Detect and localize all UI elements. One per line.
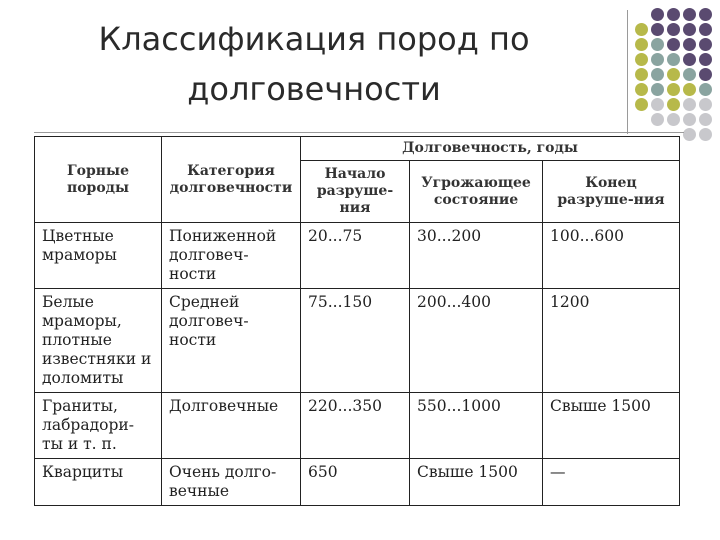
header-start: Начало разруше-ния (301, 161, 410, 223)
header-category: Категория долговечности (162, 137, 301, 223)
decor-dot (667, 23, 680, 36)
decor-dot (699, 8, 712, 21)
durability-table (34, 136, 680, 506)
cell-start: 20...75 (301, 223, 410, 289)
cell-start: 220...350 (301, 393, 410, 459)
cell-threat: Свыше 1500 (410, 459, 543, 506)
decor-dot (651, 68, 664, 81)
cell-category: Очень долго-вечные (162, 459, 301, 506)
decor-dot (651, 113, 664, 126)
decor-dot (699, 98, 712, 111)
decor-dot (683, 8, 696, 21)
header-end: Конец разруше-ния (543, 161, 680, 223)
decor-dot (651, 83, 664, 96)
decor-dot (635, 68, 648, 81)
header-durability-group: Долговечность, годы (301, 137, 680, 161)
cell-threat: 30...200 (410, 223, 543, 289)
cell-start: 75...150 (301, 289, 410, 393)
cell-category: Средней долговеч-ности (162, 289, 301, 393)
decor-dot (683, 53, 696, 66)
cell-end: Свыше 1500 (543, 393, 680, 459)
table-row (35, 393, 680, 459)
decor-dot (635, 38, 648, 51)
cell-threat: 200...400 (410, 289, 543, 393)
decor-dot (699, 83, 712, 96)
header-rocks: Горные породы (35, 137, 162, 223)
cell-category: Пониженной долговеч-ности (162, 223, 301, 289)
decor-dot (683, 98, 696, 111)
decor-dot (667, 38, 680, 51)
decor-dot (699, 128, 712, 141)
cell-start: 650 (301, 459, 410, 506)
decor-dot (667, 113, 680, 126)
table-row (35, 459, 680, 506)
cell-end: 1200 (543, 289, 680, 393)
decor-dot (635, 23, 648, 36)
cell-category: Долговечные (162, 393, 301, 459)
decor-dot (651, 8, 664, 21)
decor-dot (699, 113, 712, 126)
header-threat: Угрожающее состояние (410, 161, 543, 223)
decor-vertical-line (627, 10, 628, 134)
cell-threat: 550...1000 (410, 393, 543, 459)
cell-rock: Граниты, лабрадори-ты и т. п. (35, 393, 162, 459)
decor-dot (667, 53, 680, 66)
table-row (35, 289, 680, 393)
title-line-2: долговечности (187, 70, 441, 108)
cell-rock: Кварциты (35, 459, 162, 506)
decor-dot (683, 83, 696, 96)
decor-dot (667, 8, 680, 21)
decor-dot (667, 68, 680, 81)
decor-dot (651, 53, 664, 66)
slide-title (20, 14, 608, 114)
decor-dot (683, 23, 696, 36)
decor-dot (635, 53, 648, 66)
decor-dot (651, 23, 664, 36)
title-line-1: Классификация пород по (98, 20, 530, 58)
cell-end: — (543, 459, 680, 506)
decor-dot (667, 83, 680, 96)
decor-dot (635, 83, 648, 96)
decor-dot (683, 38, 696, 51)
decor-dot (699, 23, 712, 36)
cell-rock: Белые мраморы, плотные известняки и доломиты (35, 289, 162, 393)
decor-dot (683, 113, 696, 126)
decor-dot (699, 53, 712, 66)
decor-horizontal-line (34, 132, 684, 133)
decor-dot (667, 98, 680, 111)
cell-end: 100...600 (543, 223, 680, 289)
decor-dot (699, 38, 712, 51)
decor-dot (699, 68, 712, 81)
decor-dot (683, 68, 696, 81)
decor-dot (683, 128, 696, 141)
decor-dot (651, 38, 664, 51)
decor-dot (651, 98, 664, 111)
cell-rock: Цветные мраморы (35, 223, 162, 289)
decor-dot (635, 98, 648, 111)
table-row (35, 223, 680, 289)
